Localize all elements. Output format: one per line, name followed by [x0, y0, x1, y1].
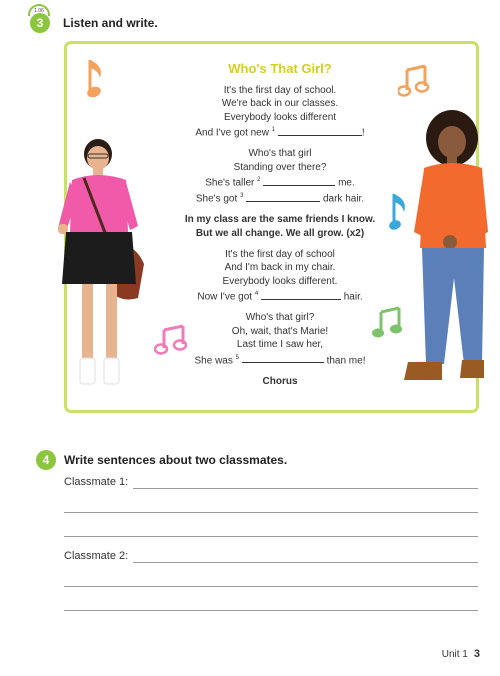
- song-lyrics: [170, 62, 390, 389]
- answer-blank-5[interactable]: [242, 353, 324, 363]
- song-chorus: [170, 213, 390, 240]
- music-note-double-orange-icon: [398, 62, 432, 98]
- classmate-2-line-3[interactable]: [64, 610, 478, 611]
- lyric-text: than me!: [326, 355, 366, 367]
- chorus-label: Chorus: [262, 375, 298, 387]
- classmate-1-label: Classmate 1:: [64, 476, 129, 488]
- song-title: Who's That Girl?: [228, 61, 332, 76]
- section-3-instruction: Listen and write.: [63, 16, 158, 30]
- lyric-line: Standing over there?: [233, 161, 327, 173]
- lyric-line-blank-2: [170, 174, 390, 190]
- lyric-text: She's got: [195, 193, 238, 205]
- section-4-instruction: Write sentences about two classmates.: [64, 453, 288, 467]
- lyric-line: Everybody looks different.: [222, 275, 338, 287]
- lyric-line: Who's that girl?: [245, 312, 315, 324]
- lyric-line: It's the first day of school: [225, 248, 335, 260]
- lyric-line-blank-5: [170, 352, 390, 368]
- classmate-2-line-2[interactable]: [64, 586, 478, 587]
- lyric-line-blank-1: [170, 124, 390, 140]
- blank-number: 1: [271, 127, 276, 134]
- lyric-line: In my class are the same friends I know.: [184, 214, 376, 226]
- song-stanza-3: [170, 248, 390, 305]
- blank-number: 4: [254, 291, 259, 298]
- lyric-line: Last time I saw her,: [236, 339, 324, 351]
- answer-blank-4[interactable]: [261, 290, 341, 300]
- section-4-number: 4: [36, 450, 56, 470]
- lyric-text: hair.: [343, 291, 363, 303]
- blank-number: 5: [235, 355, 239, 361]
- answer-blank-1[interactable]: [278, 126, 362, 136]
- lyric-line: Everybody looks different: [223, 111, 337, 123]
- classmate-1-line-3[interactable]: [64, 536, 478, 537]
- song-stanza-1: [170, 84, 390, 141]
- lyric-line-blank-4: [170, 288, 390, 304]
- lyric-text: She's taller: [205, 177, 255, 189]
- blank-number: 3: [240, 193, 244, 200]
- lyric-text: me.: [338, 177, 355, 189]
- lyric-line: Who's that girl: [248, 148, 312, 160]
- section-3-number: 3: [30, 13, 50, 33]
- audio-cd-icon: 1.06: [28, 4, 50, 16]
- classmate-1-line-1[interactable]: [133, 488, 478, 489]
- lyric-line: But we all change. We all grow. (x2): [195, 227, 365, 239]
- classmate-1-line-2[interactable]: [64, 512, 478, 513]
- lyric-text: dark hair.: [322, 193, 365, 205]
- lyric-text: !: [361, 127, 365, 139]
- lyric-text: Now I've got: [197, 291, 253, 303]
- lyric-line: We're back in our classes.: [221, 98, 339, 110]
- answer-blank-2[interactable]: [263, 176, 335, 186]
- music-note-orange-icon: [84, 58, 106, 102]
- answer-blank-3[interactable]: [246, 192, 320, 202]
- song-stanza-2: [170, 147, 390, 206]
- lyric-text: And I've got new: [195, 127, 269, 139]
- unit-label: Unit 1: [441, 649, 468, 660]
- page-footer: [442, 648, 480, 660]
- lyric-line: Oh, wait, that's Marie!: [231, 325, 329, 337]
- girl-with-bag-illustration: [52, 136, 148, 394]
- lyric-text: She was: [194, 355, 233, 367]
- classmate-2-label: Classmate 2:: [64, 550, 129, 562]
- classmate-2-line-1[interactable]: [133, 562, 478, 563]
- blank-number: 2: [257, 177, 261, 184]
- lyric-line-blank-3: [170, 190, 390, 206]
- song-stanza-4: [170, 311, 390, 368]
- girl-orange-shirt-illustration: [398, 108, 494, 392]
- page-number: 3: [473, 648, 480, 660]
- lyric-line: It's the first day of school.: [223, 84, 337, 96]
- lyric-line: And I'm back in my chair.: [224, 262, 336, 274]
